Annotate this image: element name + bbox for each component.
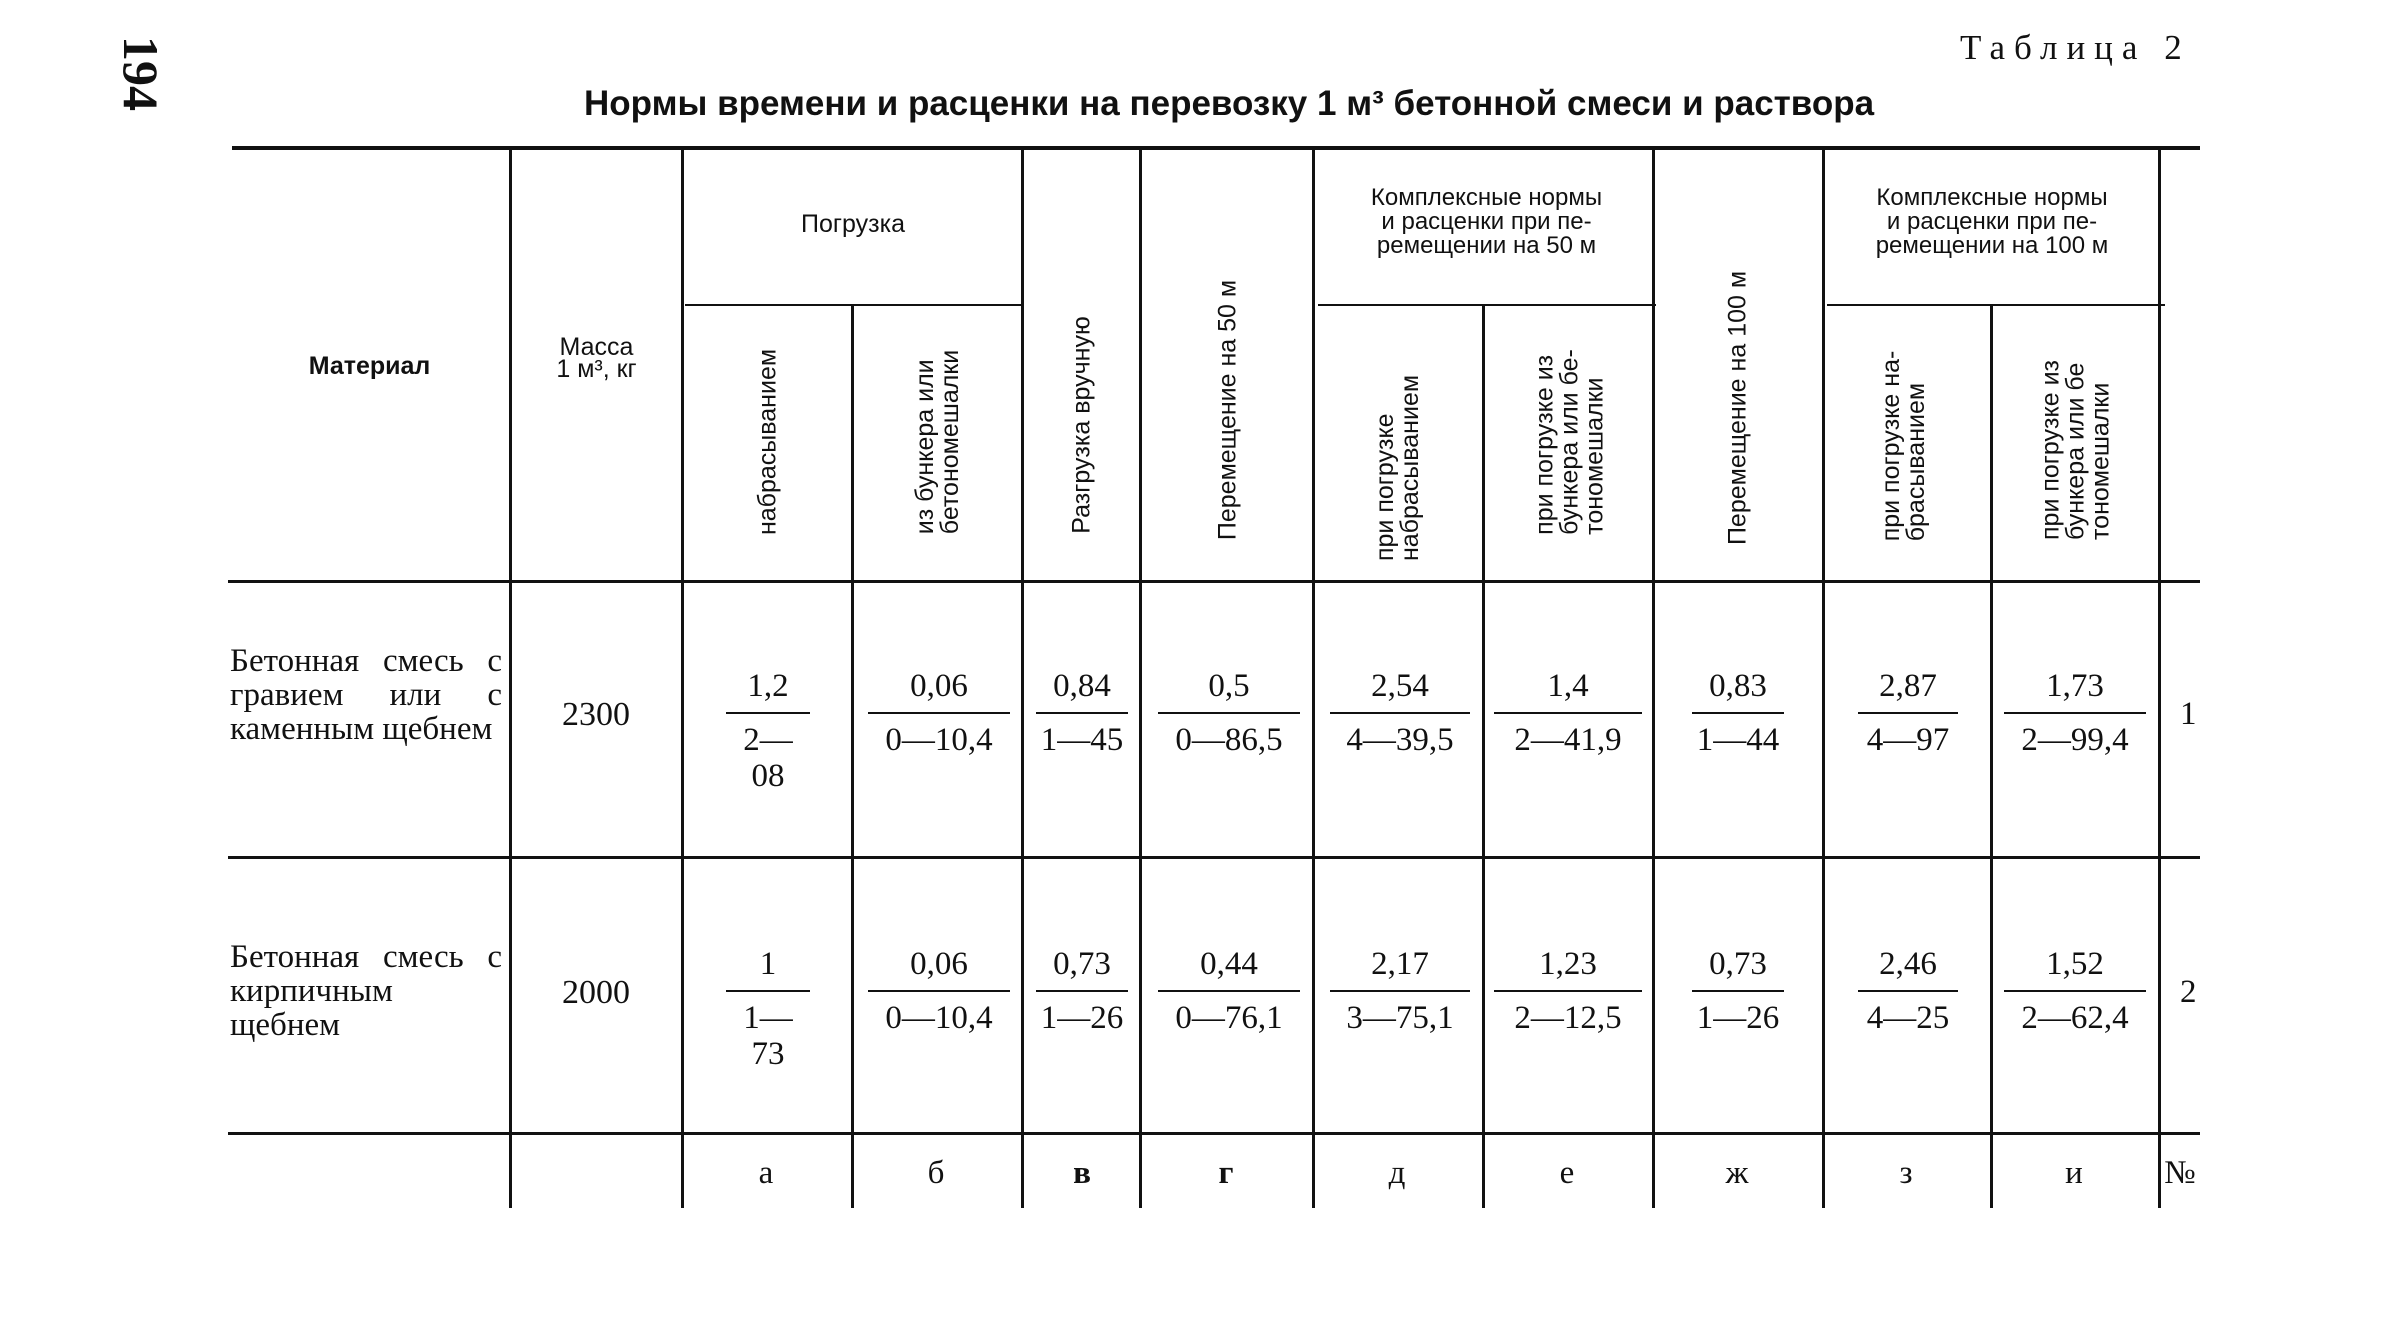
cell-i <box>2004 946 2146 1036</box>
cell-price: 1—44 <box>1696 722 1780 758</box>
cell-norm: 0,5 <box>1208 668 1250 704</box>
letters-rule <box>228 1132 2200 1135</box>
complex50-group-rule <box>1318 304 1656 306</box>
cell-zh <box>1692 668 1784 758</box>
top-rule <box>232 146 2200 150</box>
cell-d <box>1330 946 1470 1036</box>
row-number: 1 <box>2180 696 2197 732</box>
header-loading-bunker: из бункера или бетономешалки <box>911 349 964 535</box>
col-line <box>509 150 512 1208</box>
cell-price: 0—86,5 <box>1175 722 1283 758</box>
cell-price: 0—76,1 <box>1175 1000 1283 1036</box>
cell-norm: 2,87 <box>1879 668 1937 704</box>
cell-norm: 0,73 <box>1709 946 1767 982</box>
header-move-100: Перемещение на 100 м <box>1723 270 1752 546</box>
row-material: Бетонная смесь с кирпичным щебнем <box>230 939 502 1043</box>
cell-norm: 1,4 <box>1547 668 1589 704</box>
col-line <box>851 306 854 1208</box>
header-material: Материал <box>308 352 431 380</box>
row-separator-rule <box>228 856 2200 859</box>
row-number: 2 <box>2180 974 2197 1010</box>
header-mass: Масса 1 м³, кг <box>556 333 637 383</box>
column-letter: а <box>758 1155 774 1191</box>
cell-price: 4—39,5 <box>1346 722 1454 758</box>
cell-price: 3—75,1 <box>1346 1000 1454 1036</box>
cell-norm: 0,06 <box>910 946 968 982</box>
row-mass: 2000 <box>562 974 630 1011</box>
col-line <box>681 150 684 1208</box>
cell-i <box>2004 668 2146 758</box>
col-line <box>1652 150 1655 1208</box>
cell-a <box>726 668 810 794</box>
cell-norm: 0,84 <box>1053 668 1111 704</box>
cell-g <box>1158 668 1300 758</box>
cell-g <box>1158 946 1300 1036</box>
cell-price: 2—08 <box>743 722 793 794</box>
cell-zh <box>1692 946 1784 1036</box>
header-complex50-bunker: при погрузке из бункера или бе- тономешалки <box>1530 349 1609 535</box>
cell-b <box>868 946 1010 1036</box>
col-line <box>1990 306 1993 1208</box>
row-mass: 2300 <box>562 696 630 733</box>
column-letter: ж <box>1725 1155 1749 1191</box>
cell-price: 2—62,4 <box>2021 1000 2129 1036</box>
cell-price: 2—12,5 <box>1514 1000 1622 1036</box>
row-material: Бетонная смесь с гравием или с каменным щебнем <box>230 643 502 747</box>
column-letter: з <box>1899 1155 1913 1191</box>
cell-e <box>1494 946 1642 1036</box>
cell-norm: 2,54 <box>1371 668 1429 704</box>
cell-norm: 1,73 <box>2046 668 2104 704</box>
cell-norm: 0,73 <box>1053 946 1111 982</box>
cell-price: 1—73 <box>743 1000 793 1072</box>
cell-price: 0—10,4 <box>885 1000 993 1036</box>
page-number: 194 <box>113 36 169 111</box>
column-letter: б <box>927 1155 945 1191</box>
col-line <box>1021 150 1024 1208</box>
column-letter: в <box>1073 1155 1091 1191</box>
cell-price: 4—25 <box>1866 1000 1950 1036</box>
col-line <box>2158 150 2161 1208</box>
cell-price: 1—26 <box>1696 1000 1780 1036</box>
cell-z <box>1858 946 1958 1036</box>
column-letter: и <box>2065 1155 2083 1191</box>
cell-norm: 2,17 <box>1371 946 1429 982</box>
page-title: Нормы времени и расценки на перевозку 1 м³ бетонной смеси и раствора <box>584 84 1875 123</box>
cell-price: 4—97 <box>1866 722 1950 758</box>
header-complex100-throw: при погрузке на- брасыванием <box>1877 350 1930 542</box>
cell-norm: 1,23 <box>1539 946 1597 982</box>
cell-a <box>726 946 810 1072</box>
cell-price: 2—99,4 <box>2021 722 2129 758</box>
header-loading-group: Погрузка <box>801 210 905 238</box>
cell-b <box>868 668 1010 758</box>
cell-price: 1—26 <box>1040 1000 1124 1036</box>
cell-e <box>1494 668 1642 758</box>
cell-norm: 0,44 <box>1200 946 1258 982</box>
cell-norm: 0,06 <box>910 668 968 704</box>
cell-norm: 2,46 <box>1879 946 1937 982</box>
header-move-50: Перемещение на 50 м <box>1213 279 1242 541</box>
cell-price: 1—45 <box>1040 722 1124 758</box>
column-letter: д <box>1388 1155 1406 1191</box>
col-line <box>1482 306 1485 1208</box>
complex100-group-rule <box>1827 304 2165 306</box>
cell-norm: 0,83 <box>1709 668 1767 704</box>
column-letter: е <box>1559 1155 1575 1191</box>
cell-d <box>1330 668 1470 758</box>
cell-price: 0—10,4 <box>885 722 993 758</box>
col-line <box>1822 150 1825 1208</box>
table-label: Таблица 2 <box>1960 28 2191 67</box>
header-complex50-group: Комплексные нормы и расценки при пе- ремещении на 50 м <box>1370 184 1603 259</box>
cell-norm: 1 <box>759 946 777 982</box>
col-line <box>1312 150 1315 1208</box>
column-letter: г <box>1218 1155 1234 1191</box>
header-unload-manual: Разгрузка вручную <box>1067 316 1096 534</box>
number-label: № <box>2164 1155 2196 1191</box>
col-line <box>1139 150 1142 1208</box>
cell-price: 2—41,9 <box>1514 722 1622 758</box>
cell-norm: 1,52 <box>2046 946 2104 982</box>
header-bottom-rule <box>228 580 2200 583</box>
header-complex100-bunker: при погрузке из бункера или бе тономешалки <box>2036 360 2115 540</box>
cell-v <box>1036 946 1128 1036</box>
cell-v <box>1036 668 1128 758</box>
header-complex50-throw: при погрузке набрасыванием <box>1371 374 1424 562</box>
header-complex100-group: Комплексные нормы и расценки при пе- ремещении на 100 м <box>1875 184 2109 259</box>
cell-norm: 1,2 <box>747 668 789 704</box>
header-loading-throw: набрасыванием <box>753 348 782 536</box>
cell-z <box>1858 668 1958 758</box>
